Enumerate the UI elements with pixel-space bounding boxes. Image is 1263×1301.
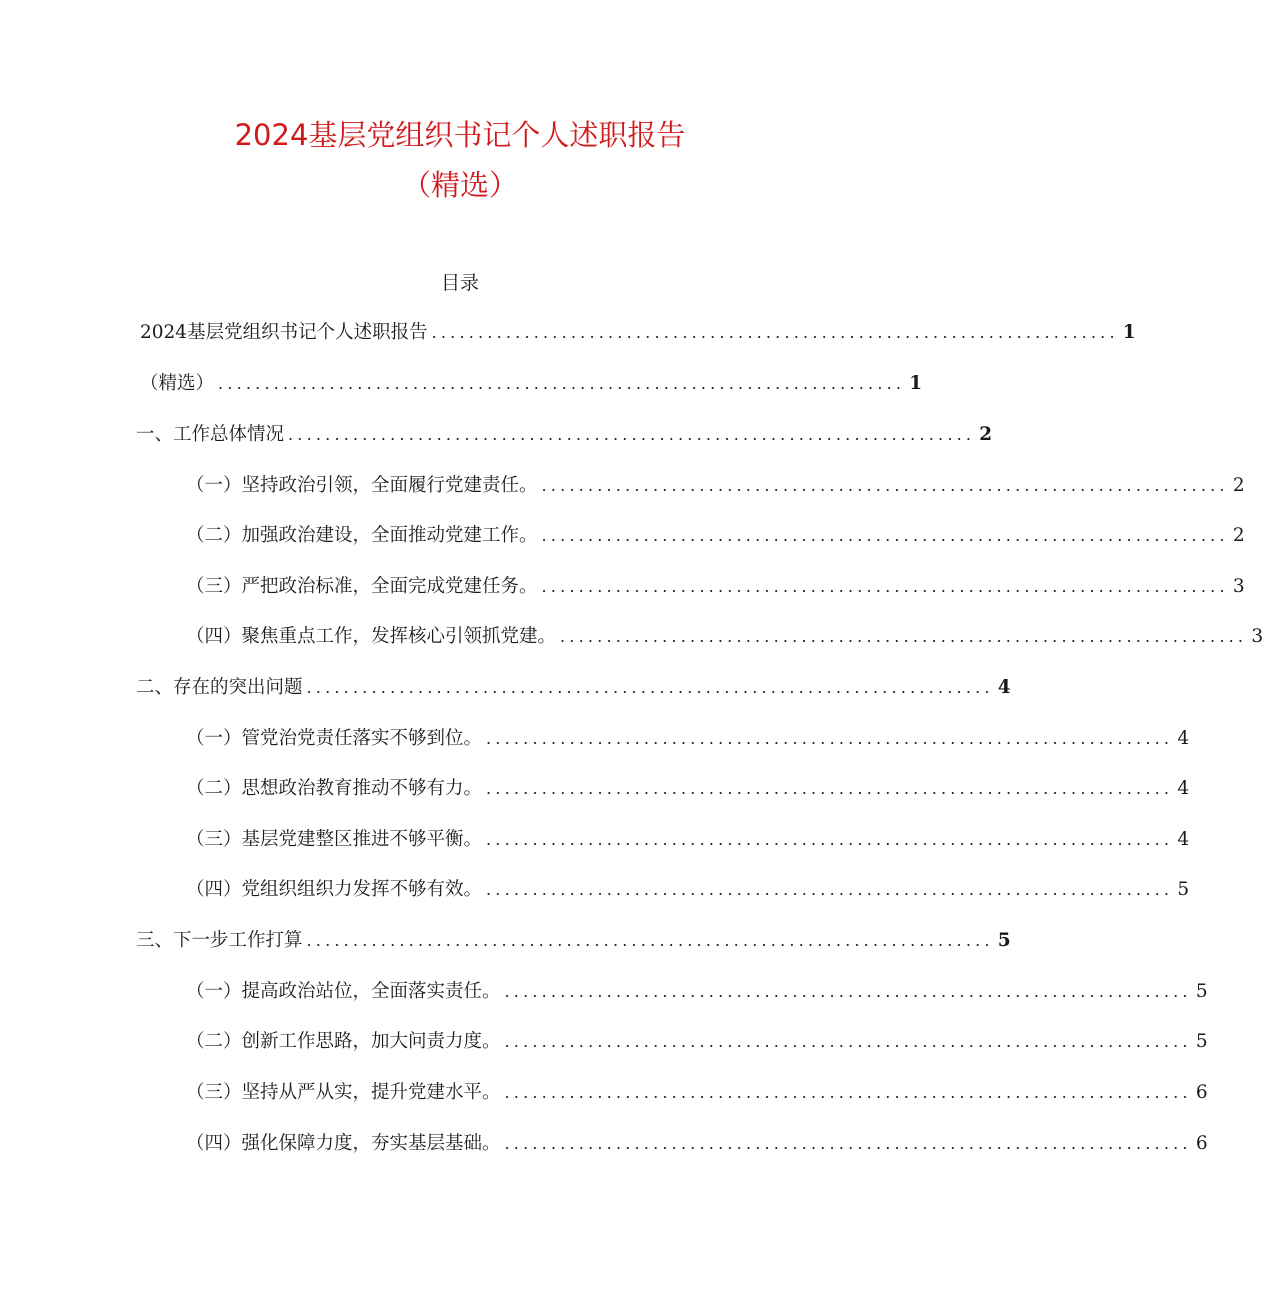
toc-entry-page: 5 [1195, 981, 1208, 1002]
toc-leader-dots: .......................................................................... [486, 779, 1174, 798]
toc-leader-dots: .......................................................................... [504, 982, 1192, 1001]
toc-entry-page: 2 [1232, 475, 1245, 496]
toc-heading: 目录 [440, 272, 479, 294]
toc-entry[interactable] [136, 422, 993, 448]
toc-leader-dots: .......................................................................... [560, 627, 1248, 646]
document-title: 2024基层党组织书记个人述职报告 [234, 118, 686, 152]
toc-entry-page: 6 [1195, 1133, 1208, 1154]
toc-entry-label: （四）聚焦重点工作，发挥核心引领抓党建。 [186, 626, 557, 647]
toc-entry-page: 5 [1177, 879, 1190, 900]
toc-entry[interactable] [186, 1029, 1208, 1055]
toc-entry-page: 4 [1177, 829, 1190, 850]
toc-entry[interactable] [186, 1131, 1208, 1157]
toc-leader-dots: .......................................................................... [541, 577, 1229, 596]
toc-entry[interactable] [186, 624, 1263, 650]
toc-entry-label: （精选） [140, 373, 215, 394]
toc-entry[interactable] [186, 877, 1190, 903]
toc-entry[interactable] [186, 726, 1190, 752]
toc-entry-label: （二）思想政治教育推动不够有力。 [186, 778, 483, 799]
toc-entry-page: 4 [997, 677, 1011, 698]
toc-entry-page: 1 [1122, 322, 1136, 343]
toc-entry-page: 3 [1232, 576, 1245, 597]
toc-leader-dots: .......................................................................... [306, 678, 994, 697]
toc-entry-page: 1 [909, 373, 923, 394]
toc-entry-page: 6 [1195, 1082, 1208, 1103]
toc-entry[interactable] [186, 523, 1245, 549]
toc-entry[interactable] [186, 979, 1208, 1005]
document-subtitle: （精选） [401, 168, 518, 202]
toc-leader-dots: .......................................................................... [431, 323, 1119, 342]
toc-entry[interactable] [186, 574, 1245, 600]
toc-leader-dots: .......................................................................... [504, 1134, 1192, 1153]
toc-leader-dots: .......................................................................... [306, 931, 994, 950]
toc-entry-label: （三）严把政治标准，全面完成党建任务。 [186, 576, 538, 597]
toc-entry-label: 二、存在的突出问题 [136, 677, 303, 698]
toc-entry-page: 4 [1177, 778, 1190, 799]
toc-leader-dots: .......................................................................... [288, 425, 976, 444]
toc-entry-label: 一、工作总体情况 [136, 424, 285, 445]
toc-leader-dots: .......................................................................... [486, 830, 1174, 849]
toc-entry[interactable] [186, 1080, 1208, 1106]
toc-entry-label: （三）基层党建整区推进不够平衡。 [186, 829, 483, 850]
toc-leader-dots: .......................................................................... [541, 476, 1229, 495]
toc-entry-label: 三、下一步工作打算 [136, 930, 303, 951]
toc-entry[interactable] [136, 675, 1011, 701]
toc-entry-label: （二）创新工作思路，加大问责力度。 [186, 1031, 501, 1052]
toc-entry-label: （三）坚持从严从实，提升党建水平。 [186, 1082, 501, 1103]
toc-entry-page: 2 [1232, 525, 1245, 546]
toc-leader-dots: .......................................................................... [486, 729, 1174, 748]
toc-entry-page: 2 [979, 424, 993, 445]
toc-leader-dots: .......................................................................... [486, 880, 1174, 899]
toc-leader-dots: .......................................................................... [218, 374, 906, 393]
toc-entry[interactable] [186, 776, 1190, 802]
toc-entry[interactable] [136, 928, 1011, 954]
toc-entry-label: （一）提高政治站位，全面落实责任。 [186, 981, 501, 1002]
toc-entry[interactable] [140, 371, 923, 397]
toc-entry-label: 2024基层党组织书记个人述职报告 [140, 322, 428, 343]
toc-entry-label: （一）管党治党责任落实不够到位。 [186, 728, 483, 749]
toc-entry-label: （一）坚持政治引领，全面履行党建责任。 [186, 475, 538, 496]
toc-leader-dots: .......................................................................... [541, 526, 1229, 545]
toc-entry-page: 5 [997, 930, 1011, 951]
toc-entry-page: 5 [1195, 1031, 1208, 1052]
toc-entry-label: （四）强化保障力度，夯实基层基础。 [186, 1133, 501, 1154]
toc-entry-label: （四）党组织组织力发挥不够有效。 [186, 879, 483, 900]
toc-leader-dots: .......................................................................... [504, 1083, 1192, 1102]
toc-entry[interactable] [186, 473, 1245, 499]
toc-entry-label: （二）加强政治建设，全面推动党建工作。 [186, 525, 538, 546]
toc-entry[interactable] [186, 827, 1190, 853]
toc-entry-page: 4 [1177, 728, 1190, 749]
toc-leader-dots: .......................................................................... [504, 1032, 1192, 1051]
toc-entry-page: 3 [1251, 626, 1263, 647]
toc-entry[interactable] [140, 320, 1136, 346]
